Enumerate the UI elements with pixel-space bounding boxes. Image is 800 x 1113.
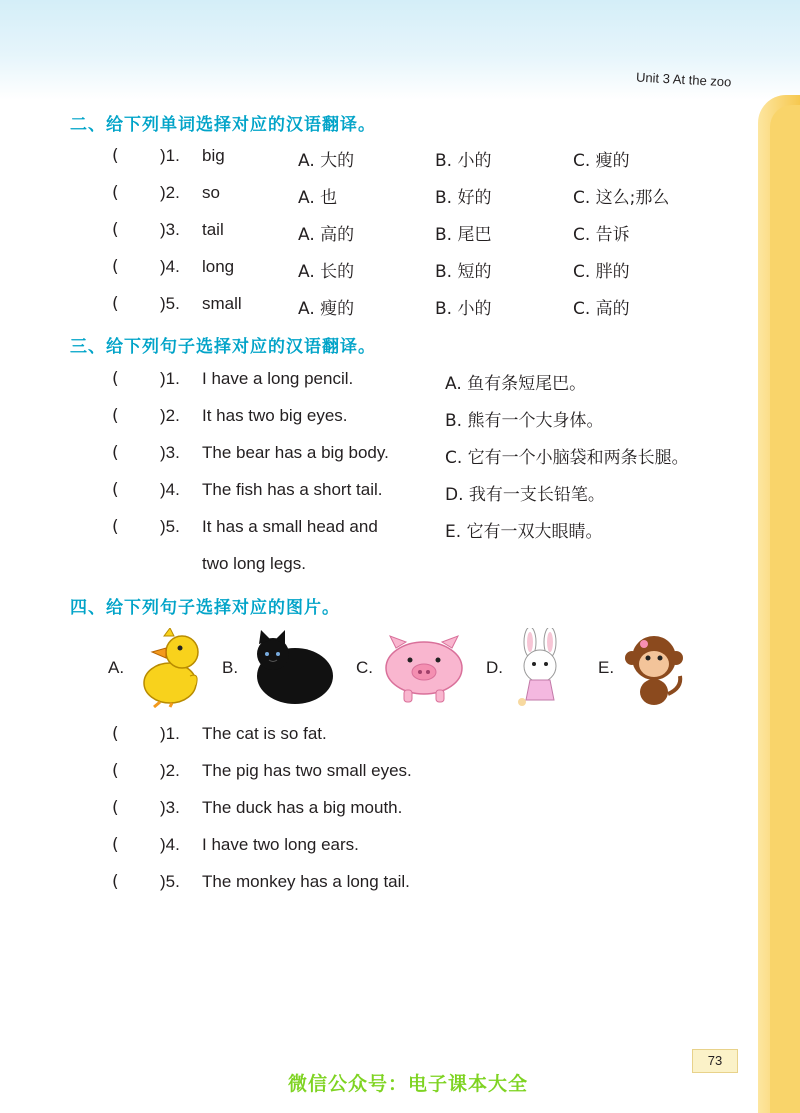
translation-option: E. 它有一双大眼睛。	[445, 522, 603, 542]
option-a: A. 高的	[298, 225, 355, 245]
word: tail	[202, 220, 224, 239]
section-2-title: 二、给下列单词选择对应的汉语翻译。	[70, 115, 376, 135]
item-number: )4.	[160, 835, 180, 854]
answer-paren[interactable]: (	[112, 835, 119, 855]
item-number: )4.	[160, 480, 180, 499]
picture-label: E.	[598, 658, 615, 677]
sentence: The duck has a big mouth.	[202, 798, 403, 817]
sentence: The cat is so fat.	[202, 724, 327, 743]
item-number: )1.	[160, 724, 180, 743]
list-item	[0, 872, 800, 896]
answer-paren[interactable]: (	[112, 257, 119, 277]
answer-paren[interactable]: (	[112, 443, 119, 463]
answer-paren[interactable]: (	[112, 724, 119, 744]
list-item	[0, 406, 800, 430]
answer-paren[interactable]: (	[112, 183, 119, 203]
sentence: It has two big eyes.	[202, 406, 348, 425]
translation-option: B. 熊有一个大身体。	[445, 411, 604, 431]
option-a: A. 也	[298, 188, 338, 208]
translation-option: D. 我有一支长铅笔。	[445, 485, 605, 505]
translation-option: A. 鱼有条短尾巴。	[445, 374, 587, 394]
answer-paren[interactable]: (	[112, 146, 119, 166]
option-c: C. 告诉	[573, 225, 630, 245]
picture-label: B.	[222, 658, 239, 677]
item-number: )3.	[160, 220, 180, 239]
option-c: C. 这么;那么	[573, 188, 670, 208]
list-item	[0, 257, 800, 281]
option-a: A. 长的	[298, 262, 355, 282]
option-b: B. 尾巴	[435, 225, 492, 245]
answer-paren[interactable]: (	[112, 406, 119, 426]
list-item	[0, 724, 800, 748]
pig-icon	[380, 628, 470, 708]
sentence: The monkey has a long tail.	[202, 872, 410, 891]
option-c: C. 胖的	[573, 262, 630, 282]
list-item	[0, 294, 800, 318]
option-b: B. 小的	[435, 151, 492, 171]
word: long	[202, 257, 235, 276]
option-a: A. 大的	[298, 151, 355, 171]
item-number: )2.	[160, 761, 180, 780]
rabbit-icon	[508, 628, 572, 708]
duck-icon	[130, 628, 220, 708]
item-number: )3.	[160, 798, 180, 817]
answer-paren[interactable]: (	[112, 517, 119, 537]
item-number: )1.	[160, 146, 180, 165]
sentence: I have a long pencil.	[202, 369, 354, 388]
list-item	[0, 835, 800, 859]
item-number: )2.	[160, 406, 180, 425]
item-number: )5.	[160, 872, 180, 891]
section-3-title: 三、给下列句子选择对应的汉语翻译。	[70, 337, 376, 357]
monkey-icon	[620, 628, 690, 708]
unit-header: Unit 3 At the zoo	[635, 69, 732, 90]
list-item	[0, 443, 800, 467]
picture-label: D.	[486, 658, 503, 677]
answer-paren[interactable]: (	[112, 761, 119, 781]
item-number: )4.	[160, 257, 180, 276]
watermark: 微信公众号：电子课本大全	[288, 1073, 529, 1095]
list-item	[0, 369, 800, 393]
answer-paren[interactable]: (	[112, 369, 119, 389]
list-item	[0, 480, 800, 504]
item-number: )5.	[160, 294, 180, 313]
answer-paren[interactable]: (	[112, 294, 119, 314]
sentence: The bear has a big body.	[202, 443, 389, 462]
translation-option: C. 它有一个小脑袋和两条长腿。	[445, 448, 689, 468]
picture-label: A.	[108, 658, 125, 677]
word: small	[202, 294, 242, 313]
sentence: I have two long ears.	[202, 835, 359, 854]
cat-icon	[245, 628, 337, 708]
list-item	[0, 146, 800, 170]
sentence-continuation: two long legs.	[202, 554, 306, 573]
option-b: B. 好的	[435, 188, 492, 208]
sentence: It has a small head and	[202, 517, 378, 536]
answer-paren[interactable]: (	[112, 872, 119, 892]
word: so	[202, 183, 220, 202]
word: big	[202, 146, 225, 165]
answer-paren[interactable]: (	[112, 220, 119, 240]
option-c: C. 瘦的	[573, 151, 630, 171]
option-a: A. 瘦的	[298, 299, 355, 319]
answer-paren[interactable]: (	[112, 798, 119, 818]
item-number: )1.	[160, 369, 180, 388]
list-item-continuation	[0, 554, 800, 578]
option-b: B. 小的	[435, 299, 492, 319]
list-item	[0, 517, 800, 541]
section-4-title: 四、给下列句子选择对应的图片。	[70, 598, 340, 618]
page-number: 73	[692, 1049, 738, 1073]
list-item	[0, 220, 800, 244]
list-item	[0, 183, 800, 207]
sentence: The fish has a short tail.	[202, 480, 383, 499]
list-item	[0, 798, 800, 822]
answer-paren[interactable]: (	[112, 480, 119, 500]
picture-label: C.	[356, 658, 373, 677]
option-b: B. 短的	[435, 262, 492, 282]
option-c: C. 高的	[573, 299, 630, 319]
item-number: )3.	[160, 443, 180, 462]
sentence: The pig has two small eyes.	[202, 761, 412, 780]
list-item	[0, 761, 800, 785]
item-number: )2.	[160, 183, 180, 202]
item-number: )5.	[160, 517, 180, 536]
